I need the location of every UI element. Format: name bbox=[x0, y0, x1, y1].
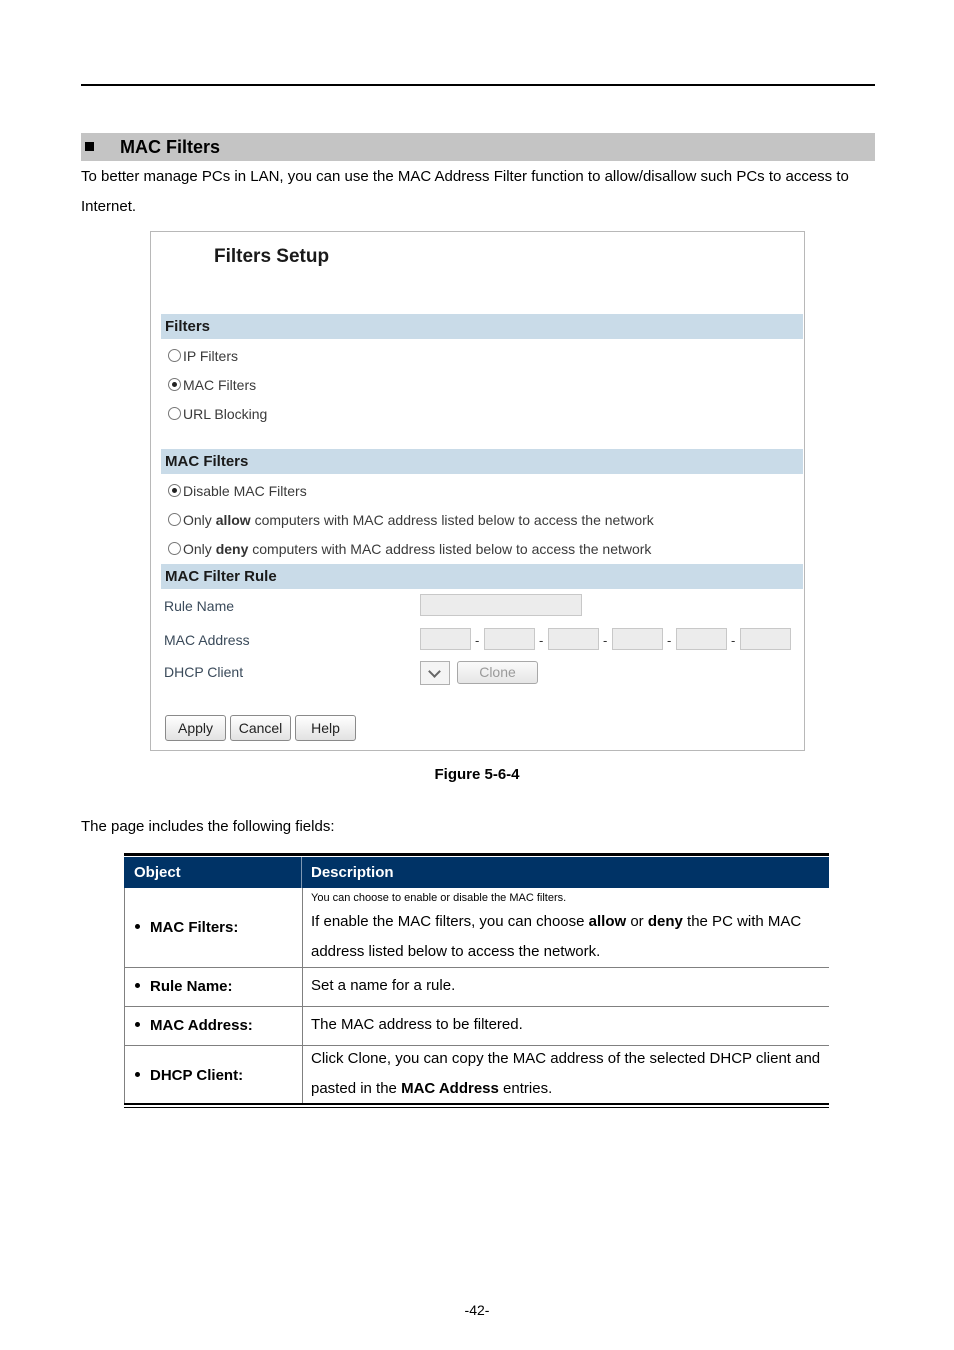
option-keyword: allow bbox=[215, 512, 251, 528]
figure-caption: Figure 5-6-4 bbox=[434, 766, 520, 783]
desc-text: or bbox=[626, 913, 648, 930]
header-object: Object bbox=[134, 864, 181, 881]
section-heading bbox=[81, 133, 875, 161]
option-label: IP Filters bbox=[183, 348, 238, 364]
object-label: DHCP Client: bbox=[150, 1067, 244, 1084]
object-label: MAC Filters: bbox=[150, 919, 239, 936]
option-text: computers with MAC address listed below to access the network bbox=[248, 541, 652, 557]
mac-octet-4-input[interactable] bbox=[612, 628, 663, 650]
option-only-deny[interactable] bbox=[168, 540, 651, 558]
desc-text: If enable the MAC filters, you can choose bbox=[311, 913, 589, 930]
option-ip-filters[interactable] bbox=[168, 347, 238, 365]
mac-filter-rule-band: MAC Filter Rule bbox=[161, 564, 803, 589]
option-url-blocking[interactable] bbox=[168, 405, 267, 423]
table-row-description bbox=[311, 1044, 826, 1104]
mac-octet-1-input[interactable] bbox=[420, 628, 471, 650]
table-row-object bbox=[135, 919, 238, 936]
intro-paragraph: To better manage PCs in LAN, you can use the MAC Address Filter function to allow/disallow such PCs to access to Internet. bbox=[81, 168, 849, 215]
radio-url-blocking[interactable] bbox=[168, 407, 181, 420]
desc-text: entries. bbox=[498, 1080, 553, 1097]
row-divider bbox=[124, 1006, 829, 1007]
option-text: Only bbox=[183, 512, 216, 528]
option-text: Only bbox=[183, 541, 216, 557]
mac-address-label: MAC Address bbox=[164, 632, 250, 648]
mac-separator: - bbox=[539, 633, 544, 648]
option-mac-filters[interactable] bbox=[168, 376, 256, 394]
mac-separator: - bbox=[731, 633, 736, 648]
bullet-icon bbox=[135, 1022, 140, 1027]
table-row-object bbox=[135, 1067, 243, 1084]
desc-text: the PC with MAC address listed below to access the network. bbox=[311, 913, 802, 960]
table-header bbox=[124, 857, 829, 888]
bullet-icon bbox=[135, 1072, 140, 1077]
radio-ip-filters[interactable] bbox=[168, 349, 181, 362]
bullet-icon bbox=[135, 983, 140, 988]
rule-name-input[interactable] bbox=[420, 594, 582, 616]
mac-separator: - bbox=[667, 633, 672, 648]
table-row-description: The MAC address to be filtered. bbox=[311, 1016, 523, 1033]
apply-button[interactable]: Apply bbox=[165, 715, 226, 741]
filters-band: Filters bbox=[161, 314, 803, 339]
option-label: URL Blocking bbox=[183, 406, 268, 422]
mac-octet-3-input[interactable] bbox=[548, 628, 599, 650]
mac-octet-2-input[interactable] bbox=[484, 628, 535, 650]
dhcp-client-select[interactable] bbox=[420, 661, 450, 685]
section-title: MAC Filters bbox=[120, 137, 221, 157]
table-column-divider bbox=[302, 888, 303, 1104]
filters-setup-screenshot bbox=[150, 231, 805, 751]
object-label: Rule Name: bbox=[150, 978, 233, 995]
table-row-object bbox=[135, 978, 233, 995]
radio-disable-mac[interactable] bbox=[168, 484, 181, 497]
radio-mac-filters[interactable] bbox=[168, 378, 181, 391]
option-label: Disable MAC Filters bbox=[183, 483, 307, 499]
table-top-rule bbox=[124, 853, 829, 856]
mac-separator: - bbox=[475, 633, 480, 648]
table-bottom-rule bbox=[124, 1107, 829, 1108]
mac-octet-6-input[interactable] bbox=[740, 628, 791, 650]
desc-keyword: MAC Address bbox=[401, 1080, 499, 1097]
bullet-icon bbox=[135, 924, 140, 929]
header-description: Description bbox=[311, 864, 394, 881]
header-divider bbox=[301, 857, 302, 888]
dhcp-client-label: DHCP Client bbox=[164, 664, 244, 680]
option-text: computers with MAC address listed below to access the network bbox=[250, 512, 654, 528]
header-rule bbox=[81, 84, 875, 86]
chevron-down-icon bbox=[428, 665, 441, 678]
table-row-description: Set a name for a rule. bbox=[311, 977, 456, 994]
radio-only-deny[interactable] bbox=[168, 542, 181, 555]
table-row-object bbox=[135, 1017, 253, 1034]
desc-keyword: deny bbox=[647, 913, 683, 930]
fields-intro: The page includes the following fields: bbox=[81, 818, 335, 835]
table-left-border bbox=[124, 888, 125, 1104]
option-only-allow[interactable] bbox=[168, 511, 654, 529]
desc-keyword: allow bbox=[588, 913, 627, 930]
mac-separator: - bbox=[603, 633, 608, 648]
row-divider bbox=[124, 967, 829, 968]
option-label: MAC Filters bbox=[183, 377, 257, 393]
option-keyword: deny bbox=[215, 541, 249, 557]
row-note: You can choose to enable or disable the MAC filters. bbox=[311, 892, 567, 904]
radio-only-allow[interactable] bbox=[168, 513, 181, 526]
option-disable-mac[interactable] bbox=[168, 482, 307, 500]
table-bottom-rule bbox=[124, 1103, 829, 1105]
help-button[interactable]: Help bbox=[295, 715, 356, 741]
object-label: MAC Address: bbox=[150, 1017, 253, 1034]
rule-name-label: Rule Name bbox=[164, 598, 235, 614]
mac-octet-5-input[interactable] bbox=[676, 628, 727, 650]
clone-button[interactable]: Clone bbox=[457, 661, 538, 684]
filters-setup-heading: Filters Setup bbox=[214, 246, 330, 267]
mac-filters-band: MAC Filters bbox=[161, 449, 803, 474]
desc-text: Click Clone, you can copy the MAC address of the selected DHCP client and pasted in the bbox=[311, 1050, 821, 1097]
table-row-description bbox=[311, 907, 826, 967]
square-bullet-icon bbox=[85, 142, 94, 151]
cancel-button[interactable]: Cancel bbox=[230, 715, 291, 741]
page-number: -42- bbox=[464, 1302, 490, 1318]
